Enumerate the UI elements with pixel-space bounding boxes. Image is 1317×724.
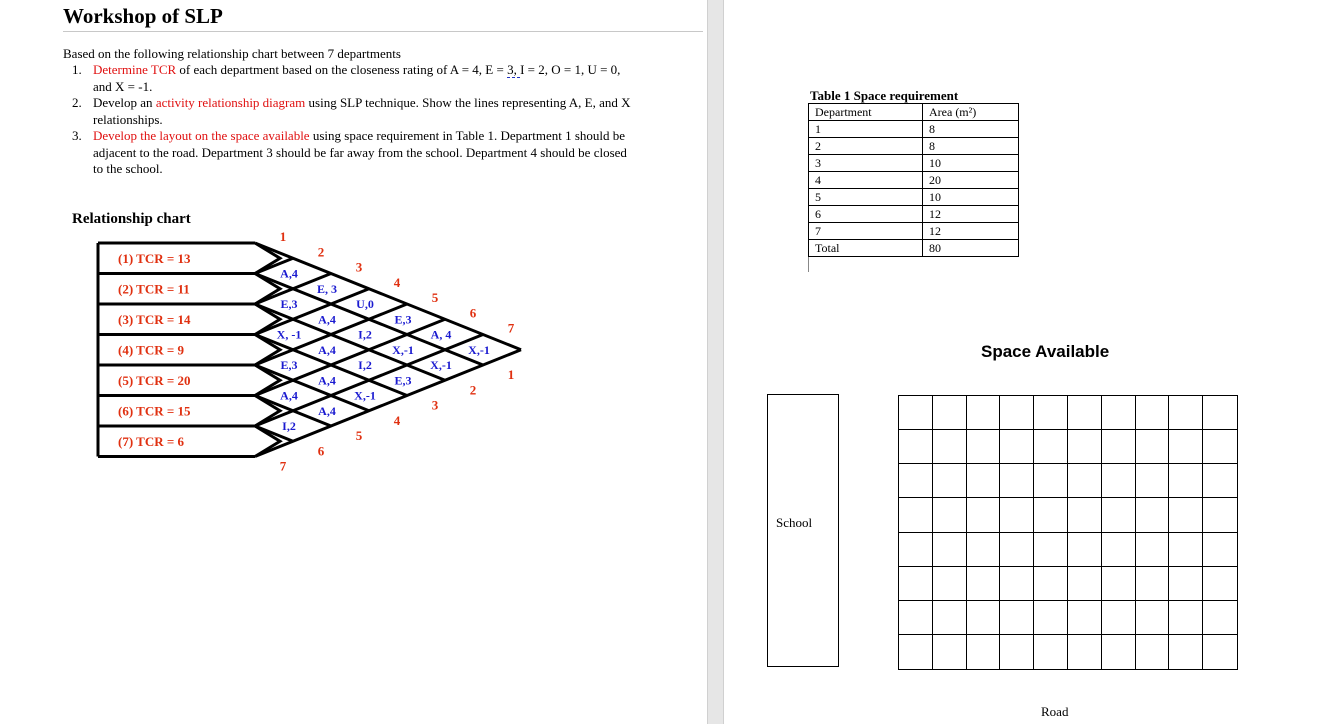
grid-cell bbox=[1136, 396, 1170, 430]
grid-cell bbox=[1169, 567, 1203, 601]
grid-cell bbox=[1203, 498, 1237, 532]
department-cell: 5 bbox=[809, 189, 923, 206]
department-cell: 2 bbox=[809, 138, 923, 155]
grid-cell bbox=[967, 567, 1001, 601]
school-label: School bbox=[776, 515, 813, 530]
pair-rating-2-5: I,2 bbox=[358, 327, 372, 342]
table-row bbox=[809, 155, 1019, 172]
pair-rating-3-7: E,3 bbox=[394, 373, 412, 388]
area-cell: 20 bbox=[923, 172, 1019, 189]
table-row bbox=[809, 240, 1019, 257]
area-cell: 12 bbox=[923, 223, 1019, 240]
dept-label-bottom: 1 bbox=[507, 367, 515, 382]
dept-label-bottom: 5 bbox=[355, 428, 363, 443]
department-cell: Department bbox=[809, 104, 923, 121]
grid-cell bbox=[1034, 430, 1068, 464]
grid-cell bbox=[1068, 635, 1102, 669]
grid-cell bbox=[1068, 396, 1102, 430]
grid-cell bbox=[1136, 567, 1170, 601]
grid-cell bbox=[1034, 498, 1068, 532]
grid-cell bbox=[967, 601, 1001, 635]
grid-cell bbox=[967, 396, 1001, 430]
pair-rating-4-6: A,4 bbox=[318, 373, 336, 388]
table-row bbox=[809, 121, 1019, 138]
tcr-row-label: (1) TCR = 13 bbox=[118, 251, 191, 266]
pair-rating-1-6: A, 4 bbox=[430, 327, 452, 342]
table-cursor-mark bbox=[808, 257, 809, 272]
grid-cell bbox=[1136, 498, 1170, 532]
space-available-grid bbox=[898, 395, 1238, 670]
grid-cell bbox=[1169, 601, 1203, 635]
department-cell: 4 bbox=[809, 172, 923, 189]
grid-cell bbox=[1169, 498, 1203, 532]
area-cell: 8 bbox=[923, 121, 1019, 138]
grid-cell bbox=[1000, 533, 1034, 567]
area-cell: 12 bbox=[923, 206, 1019, 223]
grid-cell bbox=[1203, 396, 1237, 430]
grid-cell bbox=[933, 464, 967, 498]
table-row bbox=[809, 223, 1019, 240]
grid-cell bbox=[933, 533, 967, 567]
grid-cell bbox=[899, 464, 933, 498]
dept-label-bottom: 2 bbox=[469, 382, 477, 398]
grid-cell bbox=[1136, 601, 1170, 635]
grid-cell bbox=[967, 464, 1001, 498]
grid-cell bbox=[1000, 601, 1034, 635]
grid-cell bbox=[1068, 567, 1102, 601]
grid-cell bbox=[933, 430, 967, 464]
relationship-chart-title: Relationship chart bbox=[72, 211, 191, 227]
dept-label-top: 7 bbox=[507, 320, 515, 336]
pair-rating-1-2: A,4 bbox=[280, 266, 298, 281]
dept-label-bottom: 6 bbox=[317, 443, 325, 459]
tcr-row-label: (3) TCR = 14 bbox=[118, 312, 191, 327]
tcr-row-label: (5) TCR = 20 bbox=[118, 373, 191, 388]
space-requirement-table bbox=[808, 103, 1019, 257]
grid-cell bbox=[1102, 567, 1136, 601]
grid-cell bbox=[967, 533, 1001, 567]
pair-rating-2-3: E,3 bbox=[280, 297, 298, 311]
grid-cell bbox=[1034, 396, 1068, 430]
area-cell: Area (m²) bbox=[923, 104, 1019, 121]
grid-cell bbox=[899, 533, 933, 567]
grid-cell bbox=[1000, 567, 1034, 601]
pair-rating-2-6: X,-1 bbox=[392, 342, 414, 357]
dept-label-bottom: 4 bbox=[393, 412, 401, 428]
pair-rating-1-3: E, 3 bbox=[316, 281, 338, 296]
instruction-item-2: 2. Develop an activity relationship diagram using SLP technique. Show the lines representing A, E, and X relationships. bbox=[72, 95, 631, 127]
instruction-highlight: Develop the layout on the space available bbox=[93, 128, 310, 143]
page-gutter bbox=[707, 0, 724, 724]
grid-cell bbox=[1169, 635, 1203, 669]
pair-rating-2-7: X,-1 bbox=[430, 358, 452, 372]
intro-text: Based on the following relationship chart between 7 departments bbox=[63, 46, 401, 61]
grid-cell bbox=[899, 567, 933, 601]
spellcheck-underline: 3, bbox=[507, 62, 521, 77]
document-title: Workshop of SLP bbox=[63, 4, 223, 28]
grid-cell bbox=[933, 567, 967, 601]
pair-rating-2-4: A,4 bbox=[318, 312, 336, 327]
grid-cell bbox=[1136, 635, 1170, 669]
table-row bbox=[809, 172, 1019, 189]
grid-cell bbox=[1034, 635, 1068, 669]
grid-cell bbox=[1203, 635, 1237, 669]
table-row bbox=[809, 138, 1019, 155]
grid-cell bbox=[1102, 430, 1136, 464]
grid-cell bbox=[1203, 601, 1237, 635]
pair-rating-5-6: A,4 bbox=[280, 388, 298, 403]
department-cell: 3 bbox=[809, 155, 923, 172]
grid-cell bbox=[899, 396, 933, 430]
table-header-row bbox=[809, 104, 1019, 121]
grid-cell bbox=[1169, 430, 1203, 464]
grid-cell bbox=[1034, 533, 1068, 567]
tcr-row-label: (6) TCR = 15 bbox=[118, 403, 191, 419]
pair-rating-3-4: X, -1 bbox=[276, 327, 302, 342]
grid-cell bbox=[933, 635, 967, 669]
grid-cell bbox=[899, 601, 933, 635]
dept-label-top: 6 bbox=[469, 305, 477, 321]
table-row bbox=[809, 206, 1019, 223]
grid-cell bbox=[933, 498, 967, 532]
department-cell: 6 bbox=[809, 206, 923, 223]
dept-label-top: 5 bbox=[431, 290, 439, 305]
instruction-number: 2. bbox=[72, 95, 82, 110]
pair-rating-1-7: X,-1 bbox=[468, 342, 490, 357]
grid-cell bbox=[967, 635, 1001, 669]
pair-rating-1-4: U,0 bbox=[356, 297, 374, 311]
dept-label-bottom: 3 bbox=[431, 397, 439, 413]
grid-cell bbox=[1102, 601, 1136, 635]
space-available-title: Space Available bbox=[981, 342, 1110, 361]
instruction-item-1: 1. Determine TCR of each department based on the closeness rating of A = 4, E = 3, I = 2, O = 1, U = 0, and X = -1. bbox=[72, 62, 621, 94]
department-cell: Total bbox=[809, 240, 923, 257]
grid-cell bbox=[933, 601, 967, 635]
dept-label-top: 4 bbox=[393, 274, 401, 290]
grid-cell bbox=[1000, 635, 1034, 669]
dept-label-top: 2 bbox=[317, 244, 325, 260]
grid-cell bbox=[1203, 533, 1237, 567]
table-row bbox=[809, 189, 1019, 206]
area-cell: 10 bbox=[923, 189, 1019, 206]
grid-cell bbox=[1068, 464, 1102, 498]
grid-cell bbox=[967, 430, 1001, 464]
instruction-highlight: activity relationship diagram bbox=[155, 95, 306, 110]
instruction-number: 1. bbox=[72, 62, 82, 77]
instruction-highlight: Determine TCR bbox=[93, 62, 177, 77]
grid-cell bbox=[1136, 464, 1170, 498]
dept-label-top: 3 bbox=[355, 259, 363, 275]
grid-cell bbox=[1068, 533, 1102, 567]
table1-caption: Table 1 Space requirement bbox=[810, 88, 959, 103]
grid-cell bbox=[1000, 464, 1034, 498]
tcr-row-label: (4) TCR = 9 bbox=[118, 342, 185, 358]
grid-cell bbox=[1068, 430, 1102, 464]
grid-cell bbox=[1034, 601, 1068, 635]
grid-cell bbox=[1068, 498, 1102, 532]
road-label: Road bbox=[1041, 704, 1069, 719]
grid-cell bbox=[1034, 464, 1068, 498]
pair-rating-5-7: A,4 bbox=[318, 403, 336, 418]
grid-cell bbox=[1000, 396, 1034, 430]
grid-cell bbox=[1034, 567, 1068, 601]
dept-label-bottom: 7 bbox=[279, 458, 287, 474]
pair-rating-4-7: X,-1 bbox=[354, 388, 376, 403]
grid-cell bbox=[899, 635, 933, 669]
grid-cell bbox=[1000, 430, 1034, 464]
grid-cell bbox=[1169, 533, 1203, 567]
grid-cell bbox=[1169, 464, 1203, 498]
grid-cell bbox=[1102, 464, 1136, 498]
area-cell: 80 bbox=[923, 240, 1019, 257]
grid-cell bbox=[1203, 464, 1237, 498]
pair-rating-6-7: I,2 bbox=[282, 419, 296, 433]
instruction-item-3: 3. Develop the layout on the space available using space requirement in Table 1. Department 1 should be adjacent to the road. Department 3 should be far away from the school. Department 4 should be closed to the school. bbox=[72, 128, 627, 176]
dept-label-top: 1 bbox=[279, 229, 287, 244]
grid-cell bbox=[899, 498, 933, 532]
tcr-row-label: (7) TCR = 6 bbox=[118, 434, 185, 449]
grid-cell bbox=[1068, 601, 1102, 635]
pair-rating-4-5: E,3 bbox=[280, 358, 298, 372]
area-cell: 8 bbox=[923, 138, 1019, 155]
grid-cell bbox=[1000, 498, 1034, 532]
department-cell: 7 bbox=[809, 223, 923, 240]
grid-cell bbox=[899, 430, 933, 464]
pair-rating-1-5: E,3 bbox=[394, 312, 412, 327]
grid-cell bbox=[1203, 567, 1237, 601]
pair-rating-3-6: I,2 bbox=[358, 358, 372, 372]
grid-cell bbox=[1102, 396, 1136, 430]
grid-cell bbox=[967, 498, 1001, 532]
grid-cell bbox=[1102, 533, 1136, 567]
grid-cell bbox=[933, 396, 967, 430]
grid-cell bbox=[1136, 533, 1170, 567]
grid-cell bbox=[1102, 498, 1136, 532]
grid-cell bbox=[1169, 396, 1203, 430]
area-cell: 10 bbox=[923, 155, 1019, 172]
department-cell: 1 bbox=[809, 121, 923, 138]
tcr-row-label: (2) TCR = 11 bbox=[118, 281, 190, 297]
grid-cell bbox=[1136, 430, 1170, 464]
pair-rating-3-5: A,4 bbox=[318, 342, 336, 357]
grid-cell bbox=[1102, 635, 1136, 669]
grid-cell bbox=[1203, 430, 1237, 464]
instruction-number: 3. bbox=[72, 128, 82, 143]
